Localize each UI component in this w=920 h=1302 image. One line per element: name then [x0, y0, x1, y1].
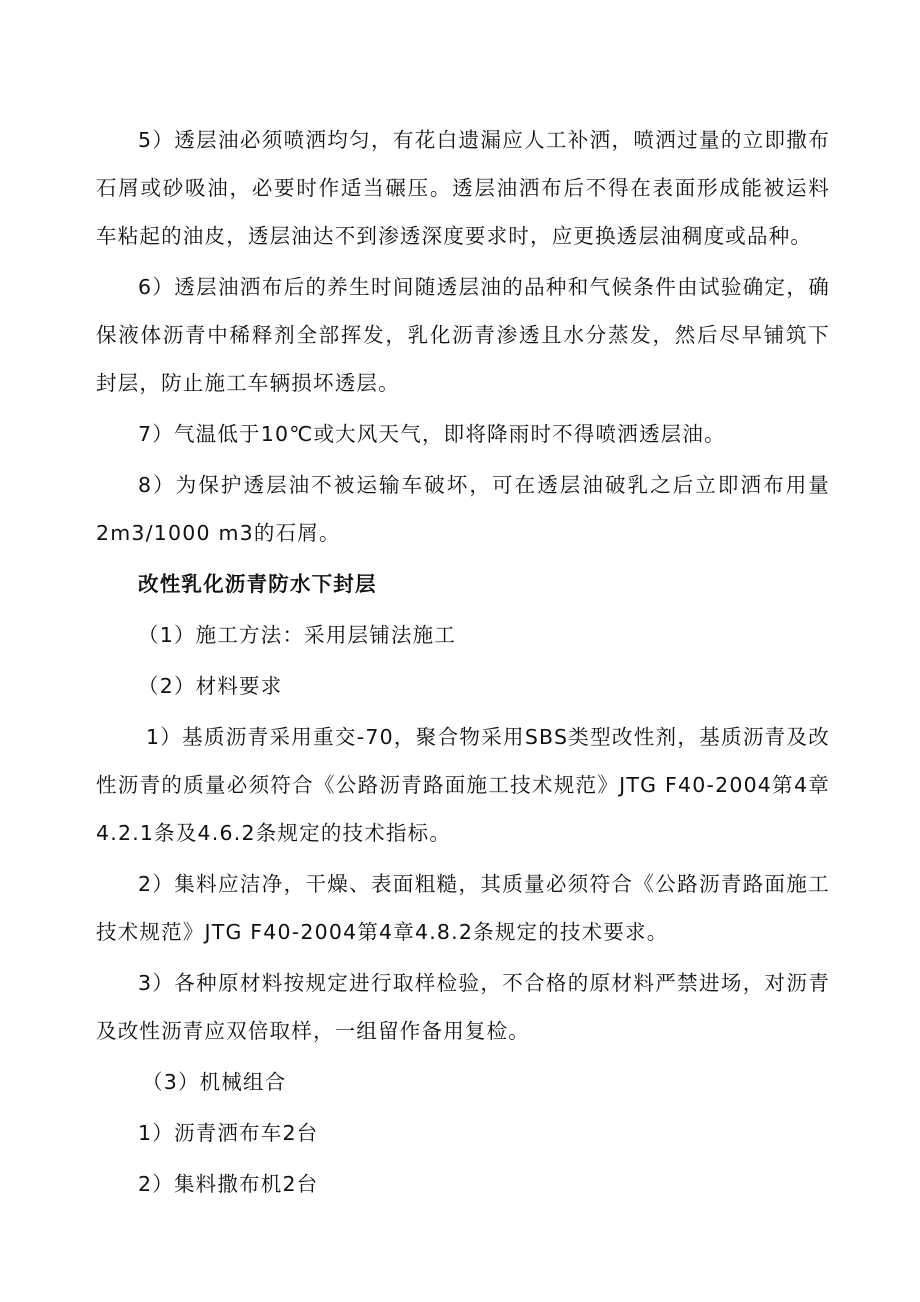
- section-heading: 改性乳化沥青防水下封层: [138, 572, 377, 596]
- machinery-item-1: 1）沥青洒布车2台: [138, 1121, 319, 1145]
- subheading-material-requirements: （2）材料要求: [138, 674, 283, 698]
- subheading-construction-method: （1）施工方法：采用层铺法施工: [138, 623, 457, 647]
- paragraph-item-5: 5）透层油必须喷洒均匀，有花白遗漏应人工补洒，喷洒过量的立即撒布石屑或砂吸油，必要时作适当碾压。透层油洒布后不得在表面形成能被运料车粘起的油皮，透层油达不到渗透深度要求时，应更换透层油稠度或品种。: [96, 128, 830, 248]
- machinery-item-2: 2）集料撒布机2台: [138, 1172, 319, 1196]
- document-body: [96, 116, 830, 1208]
- paragraph-item-8: 8）为保护透层油不被运输车破坏，可在透层油破乳之后立即洒布用量2m3/1000 m3的石屑。: [96, 473, 830, 545]
- paragraph-item-7: 7）气温低于10℃或大风天气，即将降雨时不得喷洒透层油。: [138, 422, 726, 446]
- material-item-3: 3）各种原材料按规定进行取样检验，不合格的原材料严禁进场，对沥青及改性沥青应双倍取样，一组留作备用复检。: [96, 971, 830, 1043]
- material-item-2: 2）集料应洁净，干燥、表面粗糙，其质量必须符合《公路沥青路面施工技术规范》JTG F40-2004第4章4.8.2条规定的技术要求。: [96, 872, 830, 944]
- material-item-1: 1）基质沥青采用重交-70，聚合物采用SBS类型改性剂，基质沥青及改性沥青的质量必须符合《公路沥青路面施工技术规范》JTG F40-2004第4章4.2.1条及4.6.2条规定的技术指标。: [96, 725, 830, 845]
- subheading-machinery: （3）机械组合: [142, 1070, 287, 1094]
- paragraph-item-6: 6）透层油洒布后的养生时间随透层油的品种和气候条件由试验确定，确保液体沥青中稀释剂全部挥发，乳化沥青渗透且水分蒸发，然后尽早铺筑下封层，防止施工车辆损坏透层。: [96, 275, 830, 395]
